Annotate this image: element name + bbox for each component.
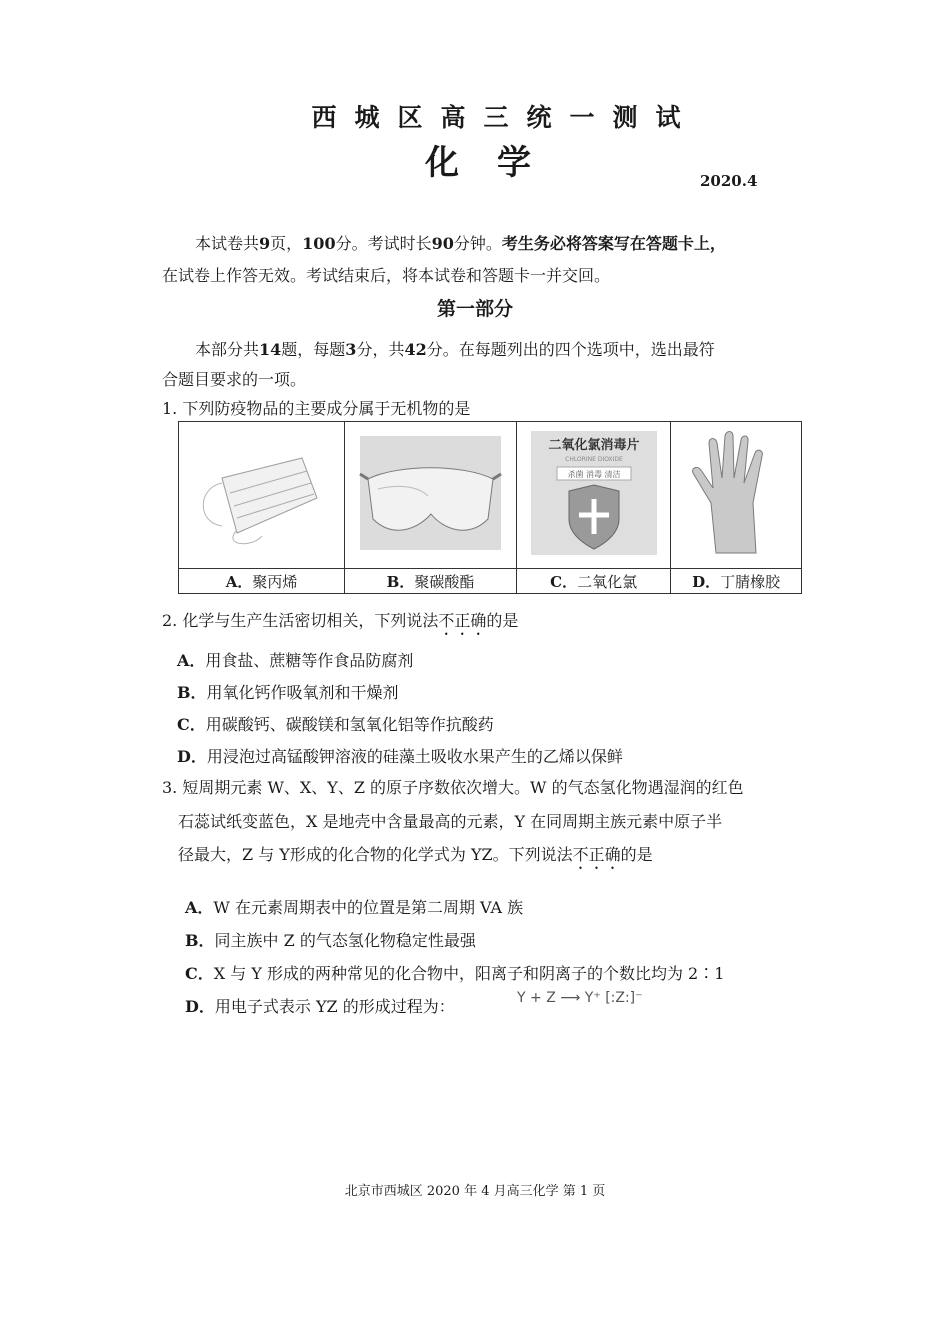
- option-text: 聚碳酸酯: [414, 572, 475, 591]
- q2-option-c[interactable]: [177, 712, 494, 735]
- q1-option-d[interactable]: [671, 569, 802, 594]
- section-desc-text: 本部分共: [195, 340, 260, 359]
- option-letter: D．: [177, 747, 207, 766]
- q3-stem-line-3: [178, 843, 653, 873]
- formula-y-ion: Y⁺: [584, 990, 601, 1006]
- option-letter: A．: [225, 572, 253, 591]
- q3-stem-text: 径最大，Z 与 Y形成的化合物的化学式为 YZ。下列说法: [178, 845, 573, 864]
- tablet-label: 二氧化氯消毒片: [548, 438, 640, 453]
- intro-pages: 9: [259, 234, 271, 253]
- formula-plus: +: [530, 990, 542, 1006]
- q2-option-d[interactable]: [177, 744, 623, 767]
- q1-option-c[interactable]: [516, 569, 670, 594]
- option-letter: A．: [185, 898, 214, 917]
- section-desc-text: 分。在每题列出的四个选项中，选出最符: [426, 340, 715, 359]
- intro-text: 本试卷共: [195, 234, 260, 253]
- section-per-score: 3: [345, 340, 357, 359]
- option-text: 同主族中 Z 的气态氢化物稳定性最强: [214, 931, 476, 950]
- tablet-tag: 杀菌 消毒 清洁: [567, 470, 621, 479]
- option-text: 用浸泡过高锰酸钾溶液的硅藻土吸收水果产生的乙烯以保鲜: [206, 747, 623, 766]
- section-desc-line-2: 合题目要求的一项。: [162, 370, 307, 389]
- exam-title: 西城区高三统一测试: [311, 103, 699, 132]
- q1-image-b: [345, 422, 517, 569]
- page-footer: 北京市西城区 2020 年 4 月高三化学 第 1 页: [344, 1184, 606, 1199]
- formula-y: Y: [517, 990, 526, 1006]
- option-letter: B．: [386, 572, 415, 591]
- subject-title: 化学: [425, 143, 569, 183]
- q1-option-b[interactable]: [345, 569, 517, 594]
- formula-arrow: ⟶: [560, 990, 581, 1006]
- q2-emphasis: 不正确: [438, 611, 487, 630]
- option-letter: C．: [185, 964, 214, 983]
- option-letter: D．: [185, 997, 215, 1016]
- q3-option-c[interactable]: [185, 961, 724, 984]
- q1-options-table: [178, 421, 802, 594]
- option-letter: C．: [177, 715, 206, 734]
- section-desc-line-1: [195, 338, 715, 362]
- intro-text: 分。考试时长: [335, 234, 432, 253]
- option-text: 用电子式表示 YZ 的形成过程为：: [214, 997, 455, 1016]
- section-title: 第一部分: [436, 298, 513, 320]
- q1-option-a[interactable]: [179, 569, 345, 594]
- q3-option-b[interactable]: [185, 928, 476, 951]
- q2-option-a[interactable]: [177, 648, 413, 671]
- q2-option-b[interactable]: [177, 680, 399, 703]
- section-desc-text: 分，共: [356, 340, 405, 359]
- option-text: 聚丙烯: [252, 572, 298, 591]
- q3-stem-line-1: 3. 短周期元素 W、X、Y、Z 的原子序数依次增大。W 的气态氢化物遇湿润的红色: [162, 778, 744, 797]
- face-mask-icon: [192, 438, 332, 548]
- option-text: 用碳酸钙、碳酸镁和氢氧化铝等作抗酸药: [205, 715, 494, 734]
- q2-stem-text: 2. 化学与生产生活密切相关，下列说法: [162, 611, 439, 630]
- q2-stem: [162, 609, 518, 639]
- intro-text: 页，: [270, 234, 303, 253]
- tablet-sub-label: CHLORINE DIOXIDE: [564, 456, 623, 463]
- q3-emphasis: 不正确: [572, 845, 621, 864]
- intro-score: 100: [302, 234, 336, 253]
- option-text: 二氧化氯: [577, 572, 638, 591]
- formula-z-ion: [:Z:]⁻: [605, 990, 643, 1006]
- section-count: 14: [259, 340, 282, 359]
- section-total: 42: [404, 340, 427, 359]
- option-text: 用食盐、蔗糖等作食品防腐剂: [205, 651, 414, 670]
- q3-stem-text: 的是: [620, 845, 653, 864]
- q3-stem-line-2: 石蕊试纸变蓝色，X 是地壳中含量最高的元素，Y 在同周期主族元素中原子半: [178, 812, 723, 831]
- disinfectant-tablet-icon: [529, 429, 659, 557]
- q1-image-d: [671, 422, 802, 569]
- option-text: 用氧化钙作吸氧剂和干燥剂: [206, 683, 399, 702]
- option-letter: A．: [177, 651, 206, 670]
- intro-time: 90: [431, 234, 454, 253]
- intro-line-2: 在试卷上作答无效。考试结束后，将本试卷和答题卡一并交回。: [162, 266, 611, 285]
- option-text: 丁腈橡胶: [720, 572, 781, 591]
- q1-image-a: [179, 422, 345, 569]
- rubber-glove-icon: [681, 428, 791, 558]
- option-text: W 在元素周期表中的位置是第二周期 VA 族: [213, 898, 524, 917]
- exam-date: 2020.4: [700, 172, 758, 190]
- section-desc-text: 题，每题: [281, 340, 346, 359]
- q3-option-a[interactable]: [185, 895, 523, 918]
- formula-z: Z: [546, 990, 556, 1006]
- option-letter: B．: [185, 931, 215, 950]
- q3-option-d[interactable]: [185, 994, 455, 1017]
- intro-text: 分钟。: [453, 234, 502, 253]
- intro-line-1: [195, 232, 726, 256]
- electron-formula: [517, 990, 643, 1006]
- q2-stem-text: 的是: [486, 611, 519, 630]
- option-letter: B．: [177, 683, 207, 702]
- safety-goggles-icon: [358, 434, 503, 552]
- option-letter: D．: [692, 572, 721, 591]
- q1-image-c: [516, 422, 670, 569]
- option-letter: C．: [550, 572, 578, 591]
- q1-stem: 1. 下列防疫物品的主要成分属于无机物的是: [162, 399, 471, 418]
- intro-bold-note: 考生务必将答案写在答题卡上，: [501, 234, 726, 253]
- option-text: X 与 Y 形成的两种常见的化合物中，阳离子和阴离子的个数比均为 2∶1: [213, 964, 725, 983]
